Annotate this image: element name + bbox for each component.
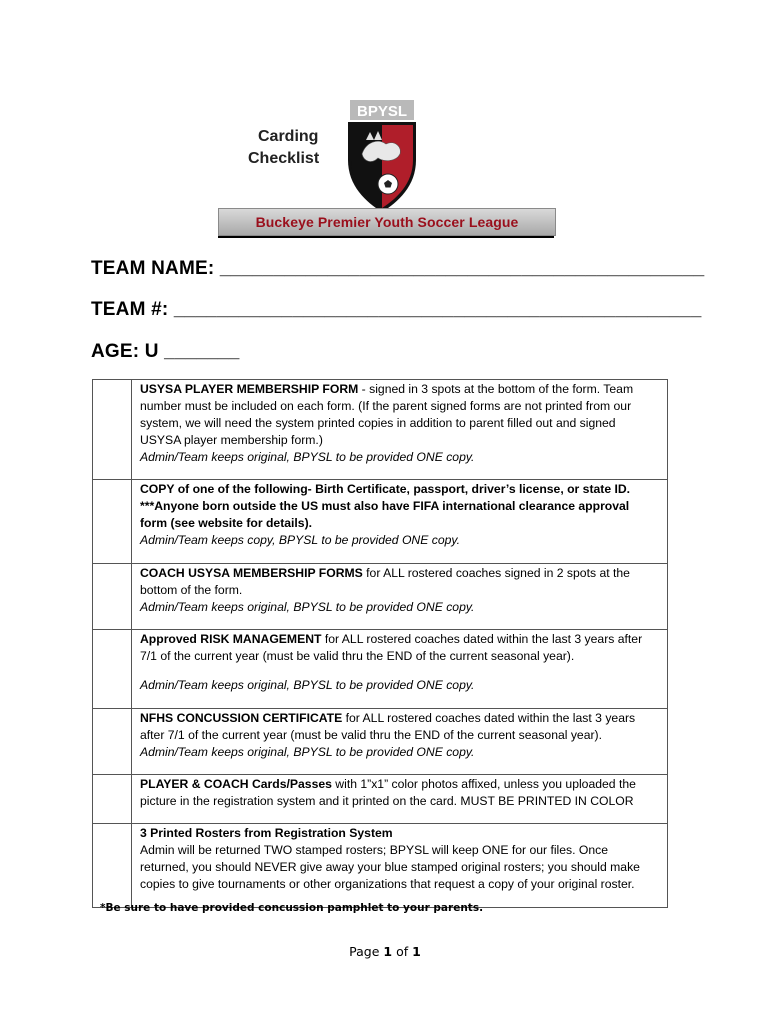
page-total: 1 [412, 944, 421, 959]
team-number-field[interactable]: TEAM #: _________________________________________________ [91, 299, 702, 320]
bpysl-shield-logo [338, 96, 426, 216]
item-heading: COACH USYSA MEMBERSHIP FORMS [140, 566, 363, 580]
banner-underline [218, 236, 554, 238]
checklist-row [93, 709, 668, 775]
item-heading: 3 Printed Rosters from Registration System [140, 826, 393, 840]
checklist-row [93, 630, 668, 709]
checkbox[interactable] [93, 380, 132, 480]
checklist-item [132, 775, 668, 824]
item-heading: USYSA PLAYER MEMBERSHIP FORM [140, 382, 359, 396]
checklist-item [132, 564, 668, 630]
item-heading: NFHS CONCUSSION CERTIFICATE [140, 711, 343, 725]
title-line-1: Carding [258, 128, 319, 145]
item-text: - signed in 3 spots at the bottom of the form. Team number must be included on each form. (If the parent signed forms are not printed from our system, we will need the system printed copies in addition to parent filled out and signed USYSA player membership form.) [140, 382, 634, 447]
item-note: Admin/Team keeps original, BPYSL to be provided ONE copy. [140, 745, 475, 759]
checkbox[interactable] [93, 709, 132, 775]
item-heading: Approved RISK MANAGEMENT [140, 632, 322, 646]
item-text: for ALL rostered coaches dated within the last 3 years after 7/1 of the current year (must be valid thru the END of the current seasonal year). [140, 711, 636, 742]
checklist-row [93, 564, 668, 630]
league-banner [218, 208, 556, 236]
checkbox[interactable] [93, 824, 132, 908]
checklist-row [93, 380, 668, 480]
item-heading: PLAYER & COACH Cards/Passes [140, 777, 332, 791]
checklist-item [132, 630, 668, 709]
title-line-2: Checklist [248, 150, 320, 167]
item-note: Admin/Team keeps original, BPYSL to be provided ONE copy. [140, 600, 475, 614]
league-name: Buckeye Premier Youth Soccer League [255, 214, 519, 230]
item-text: for ALL rostered coaches signed in 2 spots at the bottom of the form. [140, 566, 630, 597]
page-number [0, 944, 770, 959]
checklist-item [132, 824, 668, 908]
page-prefix: Page [349, 944, 384, 959]
header [218, 96, 556, 240]
item-heading: COPY of one of the following- Birth Certificate, passport, driver’s license, or state ID. ***Anyone born outside the US must also have FIFA international clearance approval form (see website for details). [140, 482, 631, 530]
team-name-field[interactable]: TEAM NAME: _____________________________________________ [91, 258, 705, 279]
item-text: Admin will be returned TWO stamped rosters; BPYSL will keep ONE for our files. Once returned, you should NEVER give away your blue stamped original rosters; you should make copies to give tournaments or other organizations that request a copy of your original roster. [140, 843, 640, 891]
age-field[interactable]: AGE: U _______ [91, 341, 240, 362]
footnote: *Be sure to have provided concussion pamphlet to your parents. [100, 902, 484, 914]
checklist-row [93, 480, 668, 564]
item-text: for ALL rostered coaches dated within the last 3 years after 7/1 of the current year (must be valid thru the END of the current seasonal year). [140, 632, 643, 663]
checkbox[interactable] [93, 480, 132, 564]
checklist-row [93, 775, 668, 824]
item-note: Admin/Team keeps copy, BPYSL to be provided ONE copy. [140, 533, 460, 547]
logo-text: BPYSL [356, 103, 408, 120]
page-middle: of [392, 944, 413, 959]
page-current: 1 [383, 944, 393, 959]
checkbox[interactable] [93, 775, 132, 824]
checkbox[interactable] [93, 564, 132, 630]
item-note: Admin/Team keeps original, BPYSL to be provided ONE copy. [140, 678, 475, 692]
checklist-item [132, 709, 668, 775]
item-text: with 1”x1” color photos affixed, unless you uploaded the picture in the registration system and it printed on the card. MUST BE PRINTED IN COLOR [140, 777, 636, 808]
item-note: Admin/Team keeps original, BPYSL to be provided ONE copy. [140, 450, 475, 464]
checklist-table [92, 379, 668, 908]
checklist-row [93, 824, 668, 908]
checklist-item [132, 380, 668, 480]
checklist-item [132, 480, 668, 564]
checkbox[interactable] [93, 630, 132, 709]
document-title [248, 126, 340, 170]
